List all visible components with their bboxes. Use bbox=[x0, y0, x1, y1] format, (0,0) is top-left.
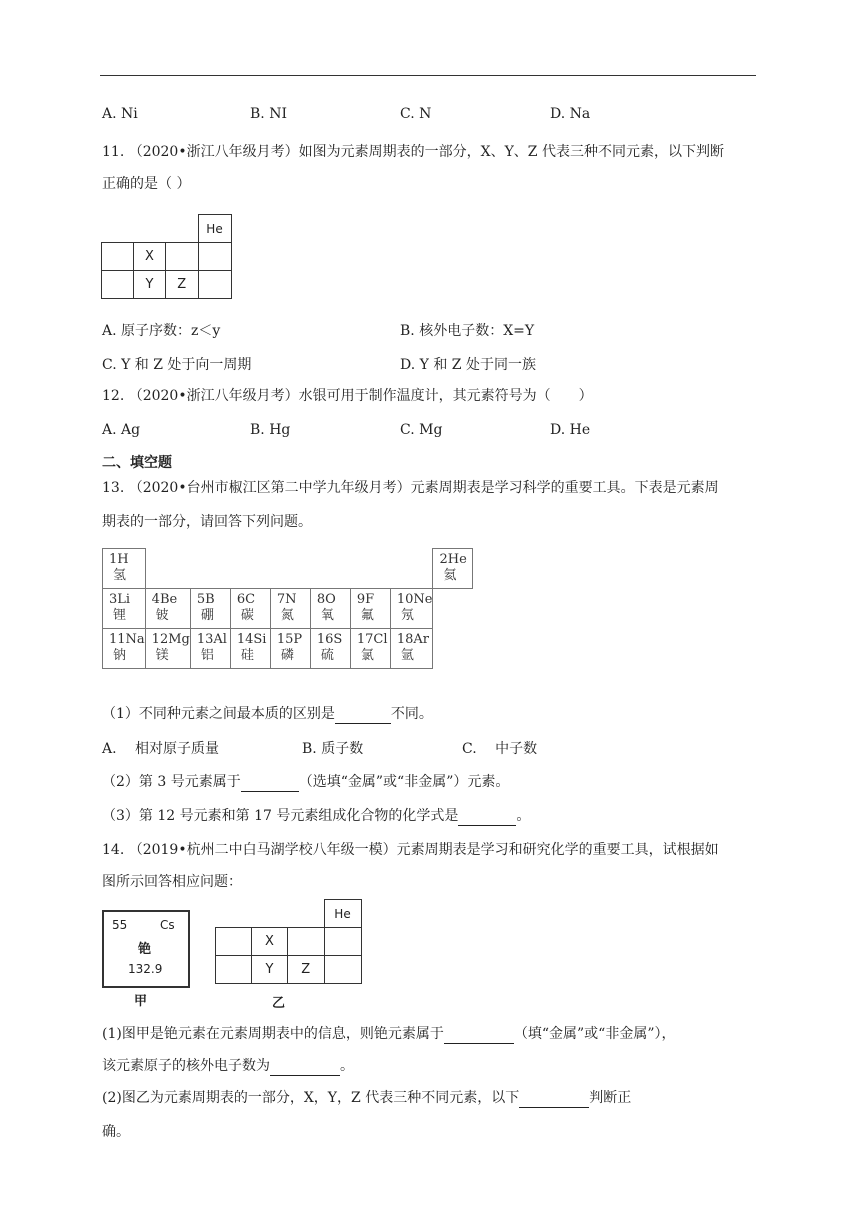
q13-sub2-suffix: （选填“金属”或“非金属”）元素。 bbox=[298, 774, 510, 790]
q13-sub1-option-c[interactable]: C. 中子数 bbox=[462, 741, 538, 757]
q13-sub1-blank[interactable] bbox=[335, 709, 391, 724]
q13-sub3 bbox=[102, 806, 530, 826]
q11-stem-line1: 11. （2020•浙江八年级月考）如图为元素周期表的一部分，X、Y、Z 代表三种不同元素，以下判断 bbox=[102, 144, 724, 160]
header-rule bbox=[100, 75, 756, 76]
q14-sub1 bbox=[102, 1024, 675, 1044]
element-cell-c: 6C 碳 bbox=[230, 589, 270, 629]
figure-caption-yi: 乙 bbox=[272, 996, 286, 1011]
q13-stem-line2: 期表的一部分，请回答下列问题。 bbox=[102, 514, 312, 530]
q11-option-d[interactable]: D. Y 和 Z 处于同一族 bbox=[400, 357, 536, 373]
q14-sub1-suffix: （填“金属”或“非金属”）， bbox=[513, 1026, 676, 1042]
element-cell-mg: 12Mg 镁 bbox=[145, 629, 190, 669]
q11-option-c[interactable]: C. Y 和 Z 处于向一周期 bbox=[102, 357, 252, 373]
q13-sub2-blank[interactable] bbox=[241, 777, 299, 792]
element-cell-li: 3Li 锂 bbox=[103, 589, 146, 629]
q11-option-b[interactable]: B. 核外电子数：X=Y bbox=[400, 323, 535, 339]
element-cell-n: 7N 氮 bbox=[270, 589, 310, 629]
element-cell-si: 14Si 硅 bbox=[230, 629, 270, 669]
q13-sub1-option-b[interactable]: B. 质子数 bbox=[302, 741, 364, 757]
q13-sub1 bbox=[102, 704, 433, 724]
q14-cell-z: Z bbox=[288, 956, 325, 984]
q13-sub2-prefix: （2）第 3 号元素属于 bbox=[102, 774, 241, 790]
q14-sub1b-suffix: 。 bbox=[340, 1058, 354, 1074]
element-cell-ne: 10Ne 氖 bbox=[390, 589, 433, 629]
element-cell-p: 15P 磷 bbox=[270, 629, 310, 669]
q12-option-a[interactable]: A. Ag bbox=[102, 422, 141, 438]
q13-periodic-table bbox=[102, 548, 473, 669]
q14-cell-x: X bbox=[252, 928, 288, 956]
q11-cell-z: Z bbox=[166, 271, 199, 299]
element-cell-cl: 17Cl 氯 bbox=[350, 629, 390, 669]
cesium-atomic-number: 55 bbox=[112, 918, 128, 932]
q11-option-a[interactable]: A. 原子序数：z＜y bbox=[102, 323, 221, 339]
q14-sub2-blank[interactable] bbox=[519, 1093, 589, 1108]
cesium-symbol: Cs bbox=[160, 918, 175, 932]
element-cell-o: 8O 氧 bbox=[310, 589, 350, 629]
q12-option-d[interactable]: D. He bbox=[550, 422, 591, 438]
element-cell-h: 1H 氢 bbox=[103, 549, 146, 589]
element-cell-f: 9F 氟 bbox=[350, 589, 390, 629]
q13-sub3-prefix: （3）第 12 号元素和第 17 号元素组成化合物的化学式是 bbox=[102, 808, 459, 824]
q14-sub1-prefix: (1)图甲是铯元素在元素周期表中的信息，则铯元素属于 bbox=[102, 1026, 444, 1042]
q14-periodic-fragment bbox=[215, 899, 362, 984]
q14-sub1-blank[interactable] bbox=[444, 1029, 514, 1044]
q14-sub2 bbox=[102, 1088, 631, 1108]
q13-sub2 bbox=[102, 772, 509, 792]
q13-stem-line1: 13. （2020•台州市椒江区第二中学九年级月考）元素周期表是学习科学的重要工具。下表是元素周 bbox=[102, 480, 719, 496]
q11-cell-y: Y bbox=[134, 271, 166, 299]
element-cell-ar: 18Ar 氩 bbox=[390, 629, 433, 669]
q11-stem-line2: 正确的是（ ） bbox=[102, 176, 191, 192]
q10-option-d[interactable]: D. Na bbox=[550, 106, 591, 122]
q14-sub2-tail: 确。 bbox=[102, 1124, 130, 1140]
q14-sub1b bbox=[102, 1056, 354, 1076]
q10-option-c[interactable]: C. N bbox=[400, 106, 432, 122]
cesium-element-card bbox=[102, 910, 190, 988]
q13-sub1-prefix: （1）不同种元素之间最本质的区别是 bbox=[102, 706, 335, 722]
q13-sub3-blank[interactable] bbox=[458, 811, 516, 826]
element-cell-be: 4Be 铍 bbox=[145, 589, 190, 629]
q14-sub2-suffix: 判断正 bbox=[589, 1090, 632, 1106]
element-cell-al: 13Al 铝 bbox=[190, 629, 230, 669]
q13-sub1-suffix: 不同。 bbox=[390, 706, 433, 722]
q13-sub3-suffix: 。 bbox=[516, 808, 531, 824]
element-cell-b: 5B 硼 bbox=[190, 589, 230, 629]
q14-cell-he: He bbox=[324, 900, 361, 928]
q14-stem-line1: 14. （2019•杭州二中白马湖学校八年级一模）元素周期表是学习和研究化学的重要工具，试根据如 bbox=[102, 842, 719, 858]
q11-cell-x: X bbox=[134, 243, 166, 271]
section-heading-fill-blank: 二、填空题 bbox=[102, 455, 172, 471]
q10-option-a[interactable]: A. Ni bbox=[102, 106, 138, 122]
element-cell-he: 2He 氦 bbox=[433, 549, 473, 589]
q12-stem: 12. （2020•浙江八年级月考）水银可用于制作温度计，其元素符号为（ ） bbox=[102, 388, 593, 404]
q11-cell-he: He bbox=[198, 215, 231, 243]
q12-option-b[interactable]: B. Hg bbox=[250, 422, 291, 438]
q11-periodic-fragment bbox=[101, 214, 232, 299]
q14-sub2-prefix: (2)图乙为元素周期表的一部分，X，Y，Z 代表三种不同元素，以下 bbox=[102, 1090, 520, 1106]
q14-stem-line2: 图所示回答相应问题： bbox=[102, 874, 242, 890]
cesium-name: 铯 bbox=[138, 942, 152, 957]
q13-sub1-option-a[interactable]: A. 相对原子质量 bbox=[102, 741, 220, 757]
element-cell-na: 11Na 钠 bbox=[103, 629, 146, 669]
figure-caption-jia: 甲 bbox=[134, 994, 148, 1009]
cesium-atomic-mass: 132.9 bbox=[128, 962, 163, 976]
q14-sub1b-prefix: 该元素原子的核外电子数为 bbox=[102, 1058, 270, 1074]
element-cell-s: 16S 硫 bbox=[310, 629, 350, 669]
q14-cell-y: Y bbox=[252, 956, 288, 984]
q14-sub1b-blank[interactable] bbox=[270, 1061, 340, 1076]
q12-option-c[interactable]: C. Mg bbox=[400, 422, 443, 438]
q10-option-b[interactable]: B. NI bbox=[250, 106, 287, 122]
